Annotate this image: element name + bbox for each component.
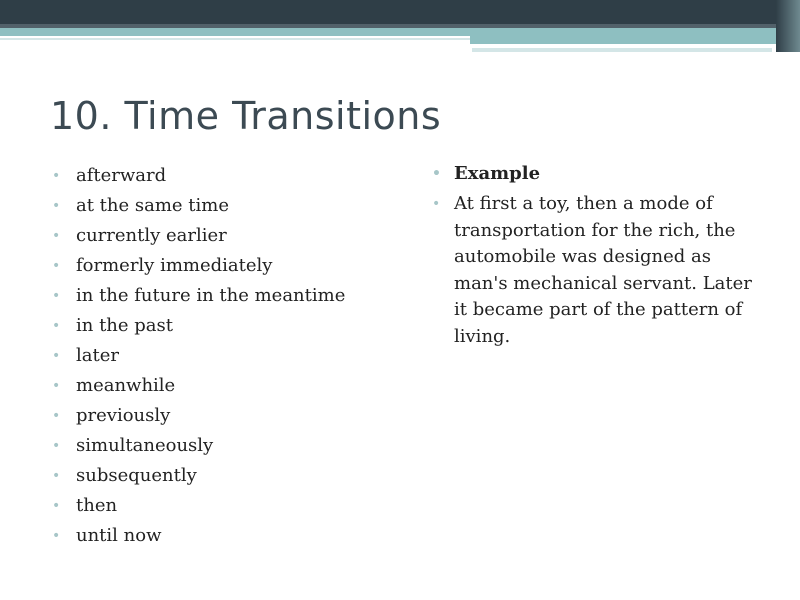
example-list	[432, 161, 768, 354]
list-item	[52, 461, 392, 491]
header-band-edge	[776, 0, 800, 52]
list-item	[52, 401, 392, 431]
list-item	[52, 281, 392, 311]
list-item	[52, 491, 392, 521]
list-item-text: subsequently	[76, 465, 197, 486]
list-item	[52, 521, 392, 551]
bullet-icon: •	[52, 258, 61, 274]
bullet-icon: •	[52, 408, 61, 424]
list-item	[52, 431, 392, 461]
list-item	[52, 341, 392, 371]
list-item-text: afterward	[76, 165, 167, 186]
list-item	[52, 191, 392, 221]
list-item	[52, 311, 392, 341]
list-item-text: until now	[76, 525, 162, 546]
list-item-text: formerly immediately	[76, 255, 273, 276]
list-item-text: meanwhile	[76, 375, 176, 396]
example-heading-item	[432, 161, 768, 187]
example-heading: Example	[454, 163, 541, 184]
list-item	[52, 371, 392, 401]
bullet-icon: •	[52, 288, 61, 304]
bullet-icon: •	[52, 168, 61, 184]
list-item-text: later	[76, 345, 119, 366]
list-item	[52, 161, 392, 191]
header-band-dark	[0, 0, 800, 24]
list-item	[52, 251, 392, 281]
bullet-icon: •	[52, 318, 61, 334]
slide-title: 10. Time Transitions	[50, 94, 442, 138]
bullet-icon: •	[432, 166, 441, 182]
bullet-icon: •	[52, 378, 61, 394]
example-body: At first a toy, then a mode of transportation for the rich, the automobile was designed as man's mechanical servant. Later it became part of the pattern of living.	[454, 193, 752, 347]
list-item-text: in the past	[76, 315, 173, 336]
list-item-text: in the future in the meantime	[76, 285, 346, 306]
bullet-icon: •	[52, 528, 61, 544]
list-item-text: simultaneously	[76, 435, 214, 456]
list-item-text: currently earlier	[76, 225, 227, 246]
transitions-list	[52, 161, 392, 551]
bullet-icon: •	[52, 498, 61, 514]
bullet-icon: •	[52, 228, 61, 244]
example-body-item	[432, 191, 768, 350]
list-item-text: at the same time	[76, 195, 230, 216]
list-item-text: previously	[76, 405, 171, 426]
bullet-icon: •	[52, 468, 61, 484]
header-band-light-left	[0, 38, 470, 40]
bullet-icon: •	[52, 198, 61, 214]
list-item-text: then	[76, 495, 118, 516]
header-band-teal-right	[470, 36, 800, 44]
bullet-icon: •	[52, 438, 61, 454]
header-band-teal	[0, 28, 800, 36]
header-band-light-right	[472, 48, 772, 52]
bullet-icon: •	[432, 196, 441, 212]
list-item	[52, 221, 392, 251]
bullet-icon: •	[52, 348, 61, 364]
